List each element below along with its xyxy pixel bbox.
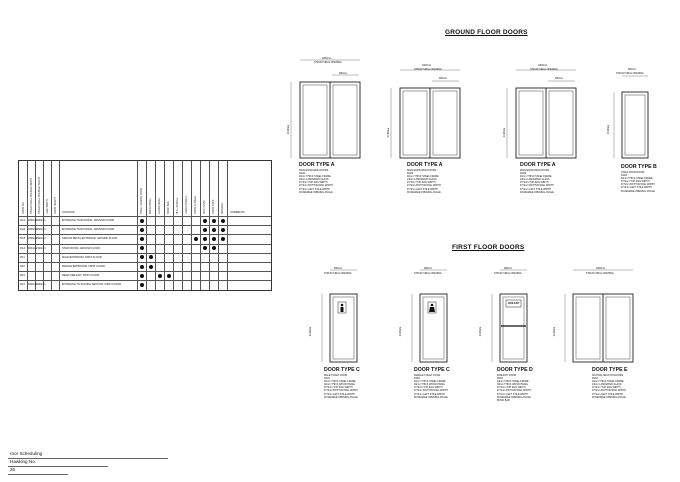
spec-line: STAFF ROOM DOOR [621,171,645,174]
dim-top-ga2: 1800mm [422,64,432,67]
table-cell: REAR FIRE EXIT, FIRST FLOOR [62,274,100,278]
table-cell: 2100mm [36,219,46,222]
schedule-mark [140,246,144,250]
spec-line: 90 DEGREE OPENING ANGLE [407,190,441,194]
spec-line: 97.5mm LEFT STILE WIDTH [299,187,330,191]
schedule-mark [221,228,225,232]
spec-line: MAIN ENTRANCE DOORS [520,169,550,172]
table-cell: ENTRANCE TO BUILDING, GROUND FLOOR [62,228,115,232]
footer-title: roor Scheduling [10,451,43,456]
spec-line: 97.5mm BOTTOM RAIL WIDTH [621,183,655,187]
spec-line: 97.5mm TOP RAIL WIDTH [520,181,549,185]
dim-top-e: 1800mm [596,267,606,270]
table-header: PULL HANDLE [176,197,179,214]
schedule-mark [203,246,207,250]
table-header: DOOR HEIGHT [54,197,57,214]
spec-line: 90 DEGREE OPENING ANGLE [520,190,554,194]
table-cell: ENTRANCE TO BUILDING, GROUND FLOOR [62,219,115,222]
dim-top-ga3: 1800mm [538,64,548,67]
spec-line: DF03 [497,377,503,381]
spec-line: 97.5mm TOP RAIL WIDTH [299,181,328,185]
table-header: STEEL FRAMED DOOR [140,187,143,214]
spec-line: 97.5mm LEFT STILE WIDTH [407,187,438,191]
spec-line: 24mm LAMINATED GLASS [299,178,329,182]
spec-line: DF02 [414,377,420,381]
spec-line: 97.5mm TOP RAIL WIDTH [414,386,443,390]
table-header: STRUCTURAL OPENING HEIGHT [38,176,41,214]
spec-line: 40mm THICK STEEL FRAME [592,380,624,384]
spec-line: 97.5mm BOTTOM RAIL WIDTH [299,184,333,188]
schedule-mark [149,265,153,269]
dim-top-c1: 900mm [334,267,342,270]
table-cell: INDOOR RETAIL ENTRANCE, GROUND FLOOR [62,237,118,241]
spec-line: FIRE EXIT DOOR [497,374,517,377]
door-elevation-c2 [412,270,447,362]
spec-line: 97.5mm LEFT STILE WIDTH [592,392,623,396]
spec-line: MALE TOILET DOOR [324,374,348,377]
table-cell: 900mm [28,246,37,250]
dim-leaf-ga3: 900mm [555,77,563,80]
table-cell: ENTRANCE TO SKATING SECTION, FIRST FLOOR [62,283,121,287]
table-row-divider [19,234,271,235]
door-title-ga2: DOOR TYPE A [407,162,443,168]
table-row-divider [19,225,271,226]
table-cell: 1800mm [28,219,38,222]
table-header: DOOR STOP [212,199,215,214]
dim-opening-ga2: STRUCTURAL OPENING [414,68,442,71]
spec-line: 24mm LAMINATED GLASS [592,383,622,387]
schedule-mark [203,228,207,232]
table-cell: DG2 [20,228,26,232]
door-elevation-c1 [322,270,357,362]
dim-height-ga3: 2100mm [503,127,507,138]
spec-line: MAIN ENTRANCE DOORS [407,169,437,172]
table-header: DOOR CLOSER [194,196,197,214]
table-header: WOOD PANEL [149,197,152,214]
table-cell: STAFF ROOM, GROUND FLOOR [62,246,101,250]
table-header: KICK PLATE [203,200,206,214]
dim-height-c2: 2100mm [399,326,403,337]
dim-top-ga1: 1800mm [322,57,332,60]
dim-top-c2: 900mm [424,267,432,270]
door-spec-ga2 [407,169,441,194]
spec-line: 97.5mm LEFT STILE WIDTH [324,392,355,396]
table-header: SIGNAGE [221,203,224,214]
table-header: STRUCTURAL OPENING WIDTH [30,177,33,214]
spec-line: DG04 [621,174,628,178]
spec-line: 40mm THICK STEEL FRAME [414,380,446,384]
schedule-mark [203,237,207,241]
spec-line: DF01 [324,377,330,381]
table-cell: 1800mm [28,283,38,287]
ground-floor-elevations [280,52,680,164]
spec-line: 97.5mm BOTTOM RAIL WIDTH [497,389,531,393]
spec-line: 97.5mm TOP RAIL WIDTH [407,181,436,185]
spec-line: 97.5mm LEFT STILE WIDTH [520,187,551,191]
spec-line: 97.5mm TOP RAIL WIDTH [324,386,353,390]
door-spec-c1 [324,374,358,399]
table-header: GLASS PANEL [158,197,161,214]
spec-line: 97.5mm LEFT STILE WIDTH [621,186,652,190]
door-title-ga3: DOOR TYPE A [520,162,556,168]
spec-line: 90 DEGREE OPENING ANGLE [497,395,531,399]
spec-line: 97.5mm LEFT STILE WIDTH [414,392,445,396]
spec-line: DG03 [520,172,527,176]
spec-line: MAIN ENTRANCE DOORS [299,169,329,172]
table-cell: DF4 [20,283,25,287]
table-header: LEVER HANDLE [185,195,188,214]
table-header: PANIC BAR [167,201,170,214]
dim-height-ga1: 2100mm [287,124,291,135]
dim-opening-gb: STRUCTURAL OPENING [616,72,644,75]
table-cell: 2100mm [36,228,46,232]
schedule-mark [158,274,162,278]
schedule-mark [212,228,216,232]
door-title-d: DOOR TYPE D [497,367,533,373]
spec-line: 97.5mm BOTTOM RAIL WIDTH [407,184,441,188]
spec-line: 40mm THICK STEEL FRAME [324,380,356,384]
door-title-e: DOOR TYPE E [592,367,628,373]
table-cell: 1800mm [28,237,38,241]
table-row-divider [19,216,271,217]
table-row-divider [19,244,271,245]
table-cell: DG3 [20,237,26,241]
ground-floor-heading: GROUND FLOOR DOORS [445,29,528,36]
schedule-mark [212,237,216,241]
spec-line: 40mm THICK STEEL FRAME [621,177,653,181]
door-schedule-table [18,160,272,291]
schedule-mark [140,274,144,278]
footer-rule-2 [8,466,108,467]
table-header: DOOR NO. [22,201,25,214]
schedule-mark [140,265,144,269]
door-spec-d [497,374,531,402]
dim-height-e: 2100mm [553,326,557,337]
table-cell: 2100mm [36,283,46,287]
door-spec-e [592,374,626,399]
door-elevation-ga1 [291,60,360,158]
table-header: COMMENTS [230,211,245,214]
schedule-mark [140,283,144,287]
footer-label: Hawking No. [10,459,37,464]
spec-line: 40mm THICK STEEL FRAME [520,175,552,179]
door-spec-c2 [414,374,448,399]
dim-opening-e: STRUCTURAL OPENING [586,272,614,275]
spec-line: 97.5mm TOP RAIL WIDTH [497,386,526,390]
door-spec-ga1 [299,169,333,194]
schedule-mark [194,237,198,241]
spec-line: 90 DEGREE OPENING ANGLE [324,395,358,399]
dim-opening-ga1: STRUCTURAL OPENING [314,61,342,64]
door-title-c1: DOOR TYPE C [324,367,360,373]
table-cell: 2100mm [36,237,46,241]
spec-line: DF04 [592,377,598,381]
table-cell: FEMALE BATHROOM, FIRST FLOOR [62,265,105,268]
spec-line: 90 DEGREE OPENING ANGLE [592,395,626,399]
schedule-mark [212,246,216,250]
schedule-mark [140,228,144,232]
footer-rule-3 [8,474,68,475]
footer-page-number: 26 [10,467,16,472]
schedule-mark [221,237,225,241]
spec-line: FEMALE TOILET DOOR [414,374,441,377]
schedule-mark [140,255,144,259]
table-cell: MALE BATHROOM, FIRST FLOOR [62,255,102,259]
spec-line: 97.5mm BOTTOM RAIL WIDTH [592,389,626,393]
table-row-divider [19,253,271,254]
spec-line: 97.5mm BOTTOM RAIL WIDTH [324,389,358,393]
dim-top-gb: 900mm [628,68,636,71]
table-row-divider [19,262,271,263]
spec-line: 97.5mm TOP RAIL WIDTH [621,180,650,184]
dim-height-gb: 2100mm [607,124,611,135]
spec-line: 24mm LAMINATED GLASS [520,178,550,182]
table-cell: DF3 [20,274,25,278]
schedule-mark [212,219,216,223]
spec-line: 90 DEGREE OPENING ANGLE [299,190,333,194]
spec-line: 97.5mm BOTTOM RAIL WIDTH [520,184,554,188]
door-elevation-gb [614,76,648,158]
door-elevation-ga3 [507,70,576,158]
dim-height-ga2: 2100mm [387,127,391,138]
dim-top-d: 900mm [504,267,512,270]
schedule-mark [149,255,153,259]
schedule-mark [140,237,144,241]
table-cell: 2100mm [36,246,46,250]
spec-line: 90 DEGREE OPENING ANGLE [414,395,448,399]
door-spec-gb [621,171,655,193]
schedule-mark [221,219,225,223]
spec-line: DG01 [299,172,306,176]
spec-line: 30mm THICK WOOD PANEL [497,383,529,387]
spec-line: 30mm THICK WOOD PANEL [324,383,356,387]
table-cell: DF1 [20,255,25,259]
dim-opening-c2: STRUCTURAL OPENING [414,272,442,275]
spec-line: 97.5mm TOP RAIL WIDTH [592,386,621,390]
door-elevation-e [565,270,633,362]
door-elevation-ga2 [391,70,460,158]
table-cell: DG1 [20,219,26,222]
spec-line: 24mm LAMINATED GLASS [407,178,437,182]
spec-line: 90 DEGREE OPENING ANGLE [621,189,655,193]
dim-opening-ga3: STRUCTURAL OPENING [530,68,558,71]
table-row-divider [19,271,271,272]
dim-opening-d: STRUCTURAL OPENING [494,272,522,275]
door-title-ga1: DOOR TYPE A [299,162,335,168]
spec-line: 97.5mm BOTTOM RAIL WIDTH [414,389,448,393]
schedule-mark [167,274,171,278]
table-row-divider [19,280,271,281]
door-title-gb: DOOR TYPE B [621,164,657,170]
spec-line: 40mm THICK STEEL FRAME [407,175,439,179]
spec-line: PANIC BAR [497,398,510,402]
table-cell: 1800mm [28,228,38,232]
schedule-mark [203,219,207,223]
dim-height-d: 2100mm [479,326,483,337]
dim-leaf-ga2: 900mm [439,77,447,80]
first-floor-elevations [300,262,680,366]
spec-line: 97.5mm LEFT STILE WIDTH [497,392,528,396]
spec-line: SKATING SECTION DOORS [592,374,624,377]
door-spec-ga3 [520,169,554,194]
table-header: LEAF WIDTH [46,199,49,214]
dim-leaf-ga1: 900mm [339,72,347,75]
dim-opening-c1: STRUCTURAL OPENING [324,272,352,275]
table-cell: DF2 [20,265,25,268]
spec-line: 40mm THICK STEEL FRAME [497,380,529,384]
spec-line: DG02 [407,172,414,176]
table-header: LOCATION [62,211,75,214]
dim-height-c1: 2100mm [309,326,313,337]
door-title-c2: DOOR TYPE C [414,367,450,373]
spec-line: 40mm THICK STEEL FRAME [299,175,331,179]
schedule-mark [140,219,144,223]
first-floor-heading: FIRST FLOOR DOORS [452,244,525,251]
spec-line: 30mm THICK WOOD PANEL [414,383,446,387]
table-cell: DG4 [20,246,26,250]
door-elevation-d [492,270,527,362]
fire-exit-sign: FIRE EXIT [508,302,520,305]
